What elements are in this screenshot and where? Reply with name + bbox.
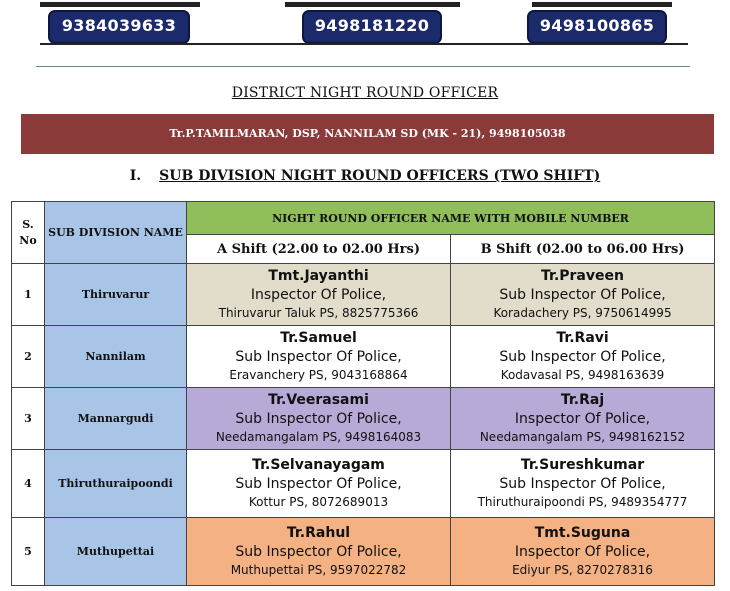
officer-rank: Sub Inspector Of Police, [499,349,666,365]
officer-name: Tr.Raj [560,392,605,408]
officer-station: Thiruvarur Taluk PS, 8825775366 [218,306,419,320]
shift-a-officer [187,518,451,586]
officer-station: Kottur PS, 8072689013 [248,495,389,509]
shift-b-officer [451,450,715,518]
night-round-officers-table [11,201,715,586]
shift-b-officer [451,388,715,450]
row-sno: 5 [12,518,45,586]
officer-station: Thiruthuraipoondi PS, 9489354777 [477,495,688,509]
dsp-officer-banner: Tr.P.TAMILMARAN, DSP, NANNILAM SD (MK - 21), 9498105038 [21,114,714,154]
officer-station: Koradachery PS, 9750614995 [493,306,672,320]
officer-rank: Sub Inspector Of Police, [235,476,402,492]
cropped-label [532,0,672,7]
table-row [12,518,715,586]
officer-name: Tr.Selvanayagam [252,457,385,473]
officer-rank: Sub Inspector Of Police, [499,287,666,303]
shift-a-officer [187,326,451,388]
shift-a-officer [187,264,451,326]
header-sno: S. No [12,202,45,264]
header-night-round: NIGHT ROUND OFFICER NAME WITH MOBILE NUMBER [187,202,715,235]
officer-rank: Inspector Of Police, [250,287,387,303]
officer-rank: Sub Inspector Of Police, [235,411,402,427]
table-row [12,264,715,326]
section-number: I. [129,168,142,184]
row-subdivision: Mannargudi [45,388,187,450]
table-row [12,326,715,388]
header-shift-a: A Shift (22.00 to 02.00 Hrs) [187,235,451,264]
row-sno: 4 [12,450,45,518]
officer-name: Tr.Sureshkumar [520,457,645,473]
shift-b-officer [451,518,715,586]
table-row [12,450,715,518]
officer-rank: Inspector Of Police, [514,544,651,560]
officer-station: Needamangalam PS, 9498164083 [215,430,422,444]
shift-a-officer [187,450,451,518]
officer-station: Muthupettai PS, 9597022782 [230,563,407,577]
row-subdivision: Nannilam [45,326,187,388]
header-shift-b: B Shift (02.00 to 06.00 Hrs) [451,235,715,264]
row-subdivision: Thiruvarur [45,264,187,326]
officer-station: Eravanchery PS, 9043168864 [229,368,408,382]
officer-rank: Inspector Of Police, [514,411,651,427]
officer-station: Needamangalam PS, 9498162152 [479,430,686,444]
cropped-label [285,0,460,7]
officer-name: Tr.Ravi [556,330,609,346]
row-sno: 2 [12,326,45,388]
phone-number-pill: 9498100865 [527,10,667,44]
officer-name: Tr.Veerasami [268,392,369,408]
phone-number-pill: 9384039633 [48,10,190,44]
officer-name: Tr.Rahul [286,525,351,541]
officer-rank: Sub Inspector Of Police, [235,349,402,365]
divider [40,43,688,45]
table-row [12,388,715,450]
officer-station: Kodavasal PS, 9498163639 [500,368,665,382]
divider [36,66,690,67]
officer-name: Tmt.Suguna [534,525,631,541]
officer-rank: Sub Inspector Of Police, [235,544,402,560]
phone-number-pill: 9498181220 [302,10,442,44]
officer-name: Tr.Praveen [541,268,624,284]
officer-station: Ediyur PS, 8270278316 [512,563,653,577]
shift-b-officer [451,326,715,388]
row-sno: 1 [12,264,45,326]
row-subdivision: Thiruthuraipoondi [45,450,187,518]
shift-b-officer [451,264,715,326]
officer-rank: Sub Inspector Of Police, [499,476,666,492]
officer-name: Tmt.Jayanthi [268,268,369,284]
section-title [0,168,730,184]
header-subdivision: SUB DIVISION NAME [45,202,187,264]
section-heading: SUB DIVISION NIGHT ROUND OFFICERS (TWO SHIFT) [159,168,601,184]
shift-a-officer [187,388,451,450]
row-sno: 3 [12,388,45,450]
officer-name: Tr.Samuel [280,330,357,346]
cropped-label [40,0,200,7]
district-title: DISTRICT NIGHT ROUND OFFICER [231,85,499,101]
row-subdivision: Muthupettai [45,518,187,586]
